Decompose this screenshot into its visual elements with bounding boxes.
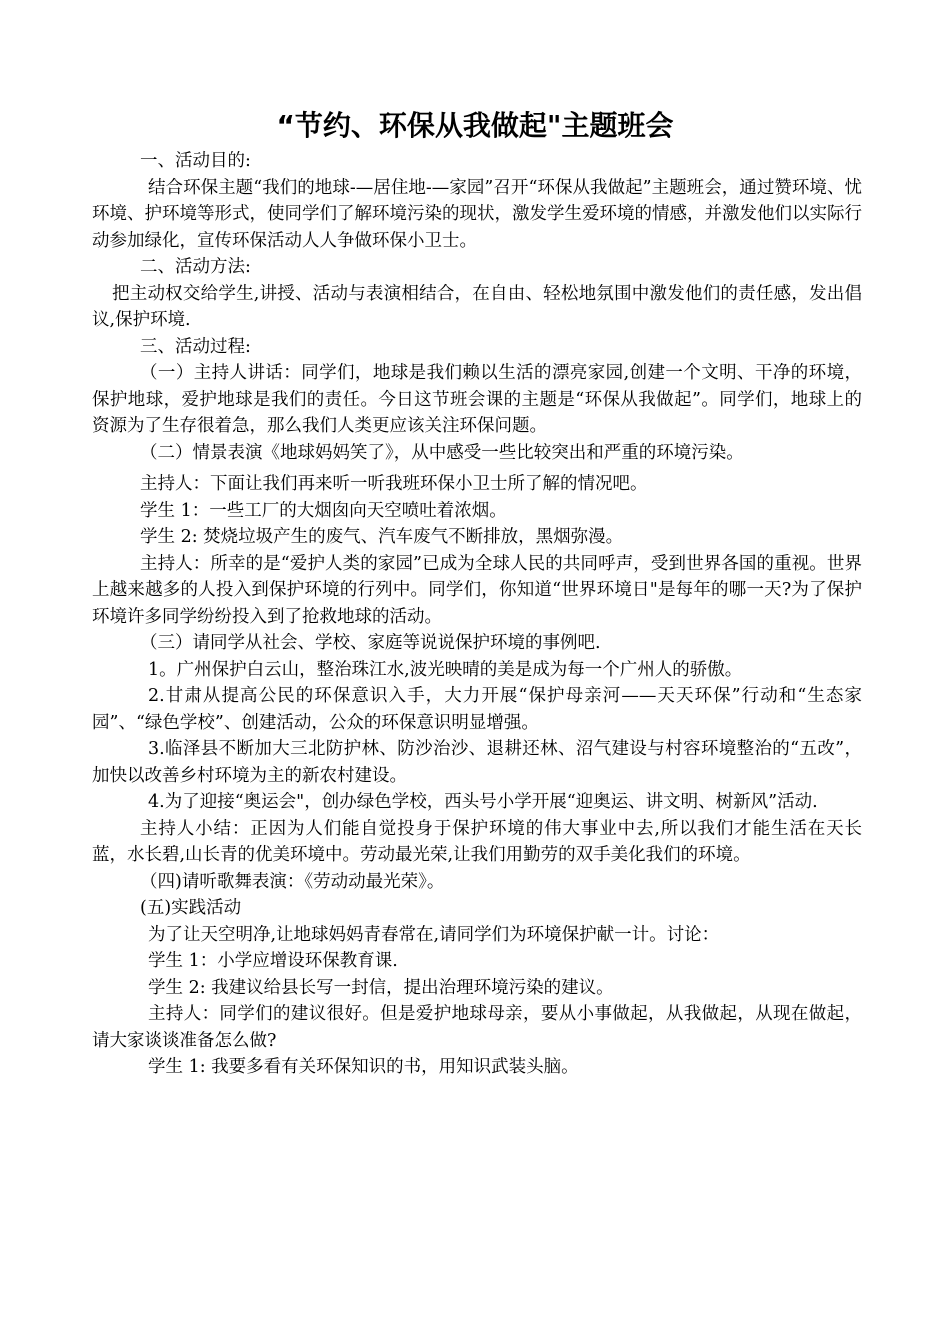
paragraph-host-1: 主持人：下面让我们再来听一听我班环保小卫士所了解的情况吧。 xyxy=(140,474,648,494)
paragraph-student-1: 学生 1：一些工厂的大烟囱向天空喷吐着浓烟。 xyxy=(140,500,507,521)
paragraph-process-3: （三）请同学从社会、学校、家庭等说说保护环境的事例吧. xyxy=(140,633,601,653)
paragraph-process-4: （四)请听歌舞表演：《劳动动最光荣》。 xyxy=(140,871,445,892)
document-title: “节约、环保从我做起"主题班会 xyxy=(276,109,674,142)
paragraph-process-1: （一）主持人讲话：同学们，地球是我们赖以生活的漂亮家园,创建一个文明、干净的环境，保护地球，爱护地球是我们的责任。今日这节班会课的主题是“环保从我做起”。同学们，地球上的资源为了生存很着急，那么我们人类更应该关注环保问题。 xyxy=(92,363,862,436)
paragraph-student-3: 学生 1：小学应增设环保教育课. xyxy=(148,951,398,971)
paragraph-host-2: 主持人：所幸的是“爱护人类的家园”已成为全球人民的共同呼声，受到世界各国的重视。世界上越来越多的人投入到保护环境的行列中。同学们，你知道“世界环境日"是每年的哪一天?为了保护环境许多同学纷纷投入到了抢救地球的活动。 xyxy=(92,553,862,627)
paragraph-example-3: 3.临泽县不断加大三北防护林、防沙治沙、退耕还林、沼气建设与村容环境整治的“五改”，加快以改善乡村环境为主的新农村建设。 xyxy=(92,739,862,786)
paragraph-practice-intro: 为了让天空明净,让地球妈妈青春常在,请同学们为环境保护献一计。讨论： xyxy=(148,924,720,945)
paragraph-example-4: 4.为了迎接“奥运会"，创办绿色学校，西头号小学开展“迎奥运、讲文明、树新风”活动. xyxy=(148,792,818,812)
paragraph-example-1: 1。广州保护白云山，整治珠江水,波光映晴的美是成为每一个广州人的骄傲。 xyxy=(148,659,743,680)
paragraph-host-summary: 主持人小结：正因为人们能自觉投身于保护环境的伟大事业中去,所以我们才能生活在天长蓝，水长碧,山长青的优美环境中。劳动最光荣,让我们用勤劳的双手美化我们的环境。 xyxy=(92,818,862,865)
paragraph-student-4: 学生 2: 我建议给县长写一封信，提出治理环境污染的建议。 xyxy=(148,977,614,998)
paragraph-process-5: (五)实践活动 xyxy=(140,898,242,918)
section-heading-purpose: 一、活动目的: xyxy=(140,151,251,171)
section-heading-method: 二、活动方法: xyxy=(140,257,251,277)
paragraph-example-2: 2.甘肃从提高公民的环保意识入手，大力开展“保护母亲河——天天环保”行动和“生态家园”、“绿色学校”、创建活动，公众的环保意识明显增强。 xyxy=(92,686,862,733)
section-heading-process: 三、活动过程: xyxy=(140,336,251,357)
paragraph-process-2: （二）情景表演《地球妈妈笑了》，从中感受一些比较突出和严重的环境污染。 xyxy=(140,442,744,463)
document-body xyxy=(92,148,862,1081)
paragraph-student-2: 学生 2: 焚烧垃圾产生的废气、汽车废气不断排放，黑烟弥漫。 xyxy=(140,527,624,547)
paragraph-method: 把主动权交给学生,讲授、活动与表演相结合，在自由、轻松地氛围中激发他们的责任感，发出倡议,保护环境. xyxy=(92,283,862,330)
paragraph-purpose: 结合环保主题“我们的地球-—居住地-—家园”召开“环保从我做起”主题班会，通过赞环境、忧环境、护环境等形式，使同学们了解环境污染的现状，激发学生爱环境的情感，并激发他们以实际行动参加绿化，宣传环保活动人人争做环保小卫士。 xyxy=(92,177,862,251)
paragraph-host-3: 主持人：同学们的建议很好。但是爱护地球母亲，要从小事做起，从我做起，从现在做起，请大家谈谈准备怎么做? xyxy=(92,1004,862,1051)
paragraph-student-5: 学生 1: 我要多看有关环保知识的书，用知识武装头脑。 xyxy=(148,1057,579,1077)
